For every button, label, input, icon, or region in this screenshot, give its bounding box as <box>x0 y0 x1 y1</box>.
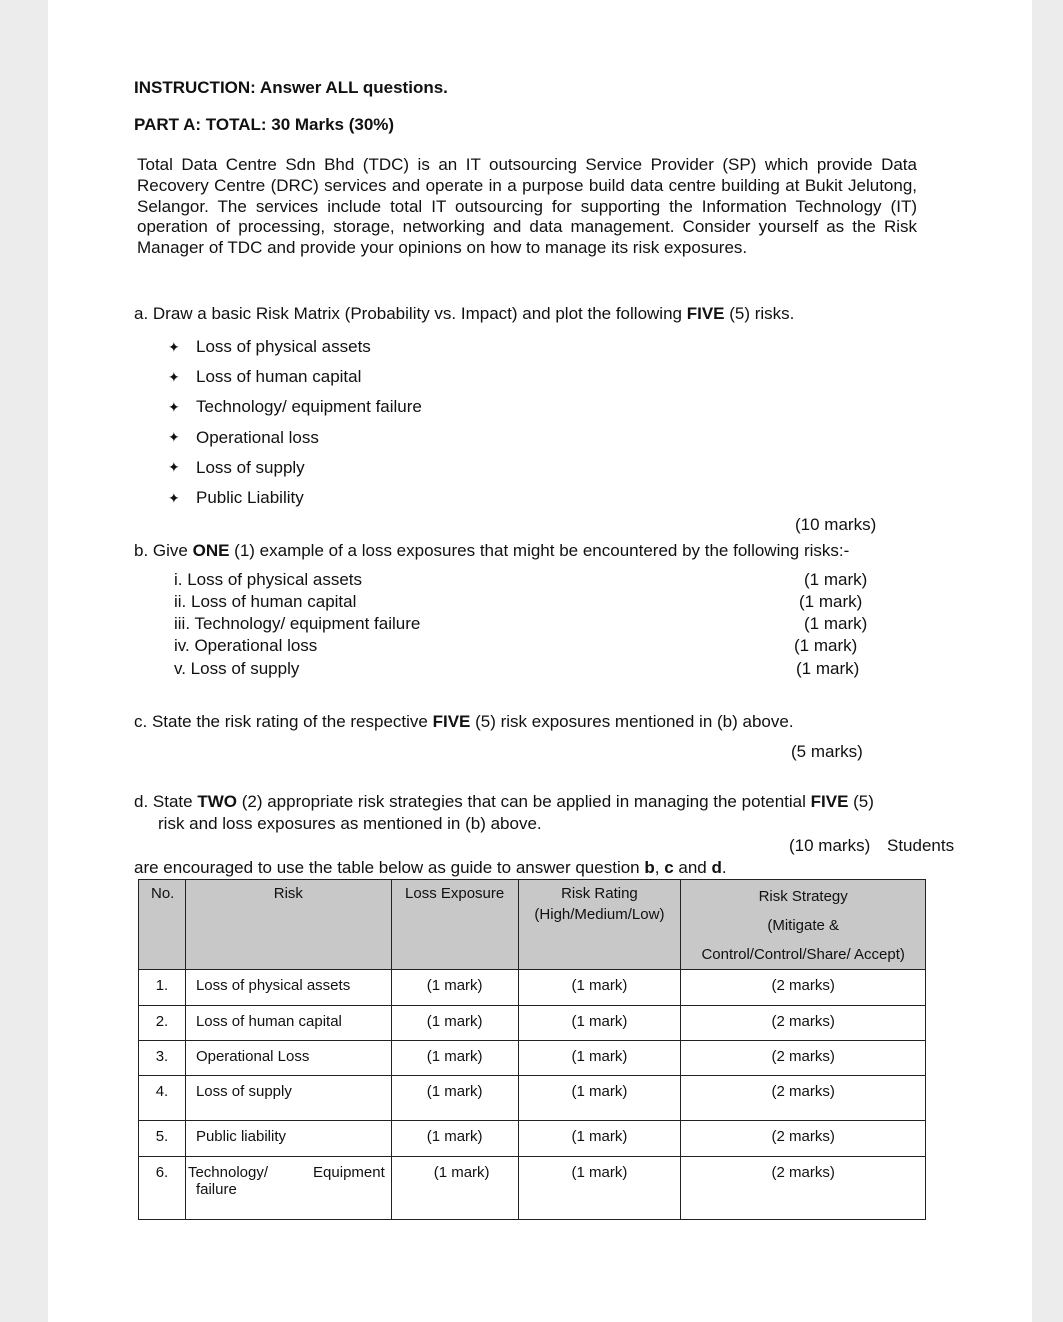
question-c: c. State the risk rating of the respective FIVE (5) risk exposures mentioned in (b) above. <box>134 712 794 731</box>
cell-rating: (1 mark) <box>518 1121 681 1157</box>
cell-no: 2. <box>139 1006 186 1041</box>
cell-rating: (1 mark) <box>518 1076 681 1121</box>
star-bullet-icon: ✦ <box>168 338 180 355</box>
cell-no: 6. <box>139 1157 186 1220</box>
table-row <box>139 1076 926 1121</box>
list-item: ✦ Loss of supply <box>168 457 305 477</box>
students-text: Students <box>887 836 955 855</box>
sub-item-mark: (1 mark) <box>804 570 868 589</box>
header-loss-exposure: Loss Exposure <box>391 880 518 970</box>
cell-strategy: (2 marks) <box>681 1121 926 1157</box>
question-a: a. Draw a basic Risk Matrix (Probability vs. Impact) and plot the following FIVE (5) risks. <box>134 304 795 323</box>
sub-item: ii. Loss of human capital <box>174 592 357 611</box>
table-row <box>139 1157 926 1220</box>
sub-item-mark: (1 mark) <box>804 614 868 633</box>
cell-no: 3. <box>139 1041 186 1076</box>
star-bullet-icon: ✦ <box>168 368 180 385</box>
table-row <box>139 970 926 1006</box>
cell-risk: Operational Loss <box>185 1041 391 1076</box>
table-guide-text: are encouraged to use the table below as guide to answer question b, c and d. <box>134 858 727 877</box>
cell-rating: (1 mark) <box>518 1006 681 1041</box>
table-row <box>139 1121 926 1157</box>
cell-strategy: (2 marks) <box>681 1157 926 1220</box>
cell-no: 5. <box>139 1121 186 1157</box>
cell-rating: (1 mark) <box>518 1041 681 1076</box>
part-heading: PART A: TOTAL: 30 Marks (30%) <box>134 115 395 134</box>
cell-risk: Loss of physical assets <box>185 970 391 1006</box>
question-d-line2: risk and loss exposures as mentioned in (b) above. <box>158 814 542 833</box>
cell-no: 1. <box>139 970 186 1006</box>
cell-risk: Public liability <box>185 1121 391 1157</box>
cell-rating: (1 mark) <box>518 970 681 1006</box>
question-a-marks: (10 marks) <box>795 515 877 534</box>
question-d-marks: (10 marks) <box>789 836 871 855</box>
list-item: ✦ Operational loss <box>168 427 319 447</box>
question-c-marks: (5 marks) <box>791 742 863 761</box>
risk-list <box>168 332 422 513</box>
question-d: d. State TWO (2) appropriate risk strategies that can be applied in managing the potential FIVE (5) <box>134 792 874 811</box>
cell-loss: (1 mark) <box>391 1006 518 1041</box>
intro-paragraph: Total Data Centre Sdn Bhd (TDC) is an IT outsourcing Service Provider (SP) which provide Data Recovery Centre (DRC) services and operate in a purpose build data centre building at Bukit Jelutong, Selangor. The services include total IT outsourcing for supporting the Information Technology (IT) operation of processing, storage, networking and data management. Consider yourself as the Risk Manager of TDC and provide your opinions on how to manage its risk exposures. <box>137 155 917 258</box>
cell-risk: Technology/ Equipment failure <box>185 1157 391 1220</box>
table-header-row <box>139 880 926 970</box>
cell-strategy: (2 marks) <box>681 970 926 1006</box>
star-bullet-icon: ✦ <box>168 489 180 506</box>
list-item: ✦ Loss of human capital <box>168 367 362 387</box>
header-risk: Risk <box>185 880 391 970</box>
header-risk-rating: Risk Rating (High/Medium/Low) <box>518 880 681 970</box>
header-no: No. <box>139 880 186 970</box>
cell-no: 4. <box>139 1076 186 1121</box>
list-item: ✦ Public Liability <box>168 488 304 508</box>
sub-item-mark: (1 mark) <box>794 636 858 655</box>
header-risk-strategy: Risk Strategy (Mitigate & Control/Control/Share/ Accept) <box>681 880 926 970</box>
cell-loss: (1 mark) <box>391 970 518 1006</box>
cell-risk: Loss of human capital <box>185 1006 391 1041</box>
list-item: ✦ Loss of physical assets <box>168 337 371 357</box>
cell-loss: (1 mark) <box>391 1076 518 1121</box>
cell-risk: Loss of supply <box>185 1076 391 1121</box>
sub-item: iv. Operational loss <box>174 636 318 655</box>
sub-item: v. Loss of supply <box>174 659 300 678</box>
question-b: b. Give ONE (1) example of a loss exposures that might be encountered by the following risks:- <box>134 541 850 560</box>
star-bullet-icon: ✦ <box>168 398 180 415</box>
sub-item: iii. Technology/ equipment failure <box>174 614 421 633</box>
table-row <box>139 1006 926 1041</box>
cell-strategy: (2 marks) <box>681 1041 926 1076</box>
cell-loss: (1 mark) <box>391 1121 518 1157</box>
document-page <box>48 0 1032 1322</box>
cell-loss: (1 mark) <box>391 1041 518 1076</box>
sub-item-mark: (1 mark) <box>796 659 860 678</box>
cell-loss: (1 mark) <box>391 1157 518 1220</box>
answer-guide-table <box>138 879 926 1220</box>
table-row <box>139 1041 926 1076</box>
sub-item: i. Loss of physical assets <box>174 570 363 589</box>
cell-rating: (1 mark) <box>518 1157 681 1220</box>
cell-strategy: (2 marks) <box>681 1006 926 1041</box>
star-bullet-icon: ✦ <box>168 429 180 446</box>
list-item: ✦ Technology/ equipment failure <box>168 397 422 417</box>
instruction-heading: INSTRUCTION: Answer ALL questions. <box>134 78 448 97</box>
cell-strategy: (2 marks) <box>681 1076 926 1121</box>
sub-item-mark: (1 mark) <box>799 592 863 611</box>
star-bullet-icon: ✦ <box>168 459 180 476</box>
